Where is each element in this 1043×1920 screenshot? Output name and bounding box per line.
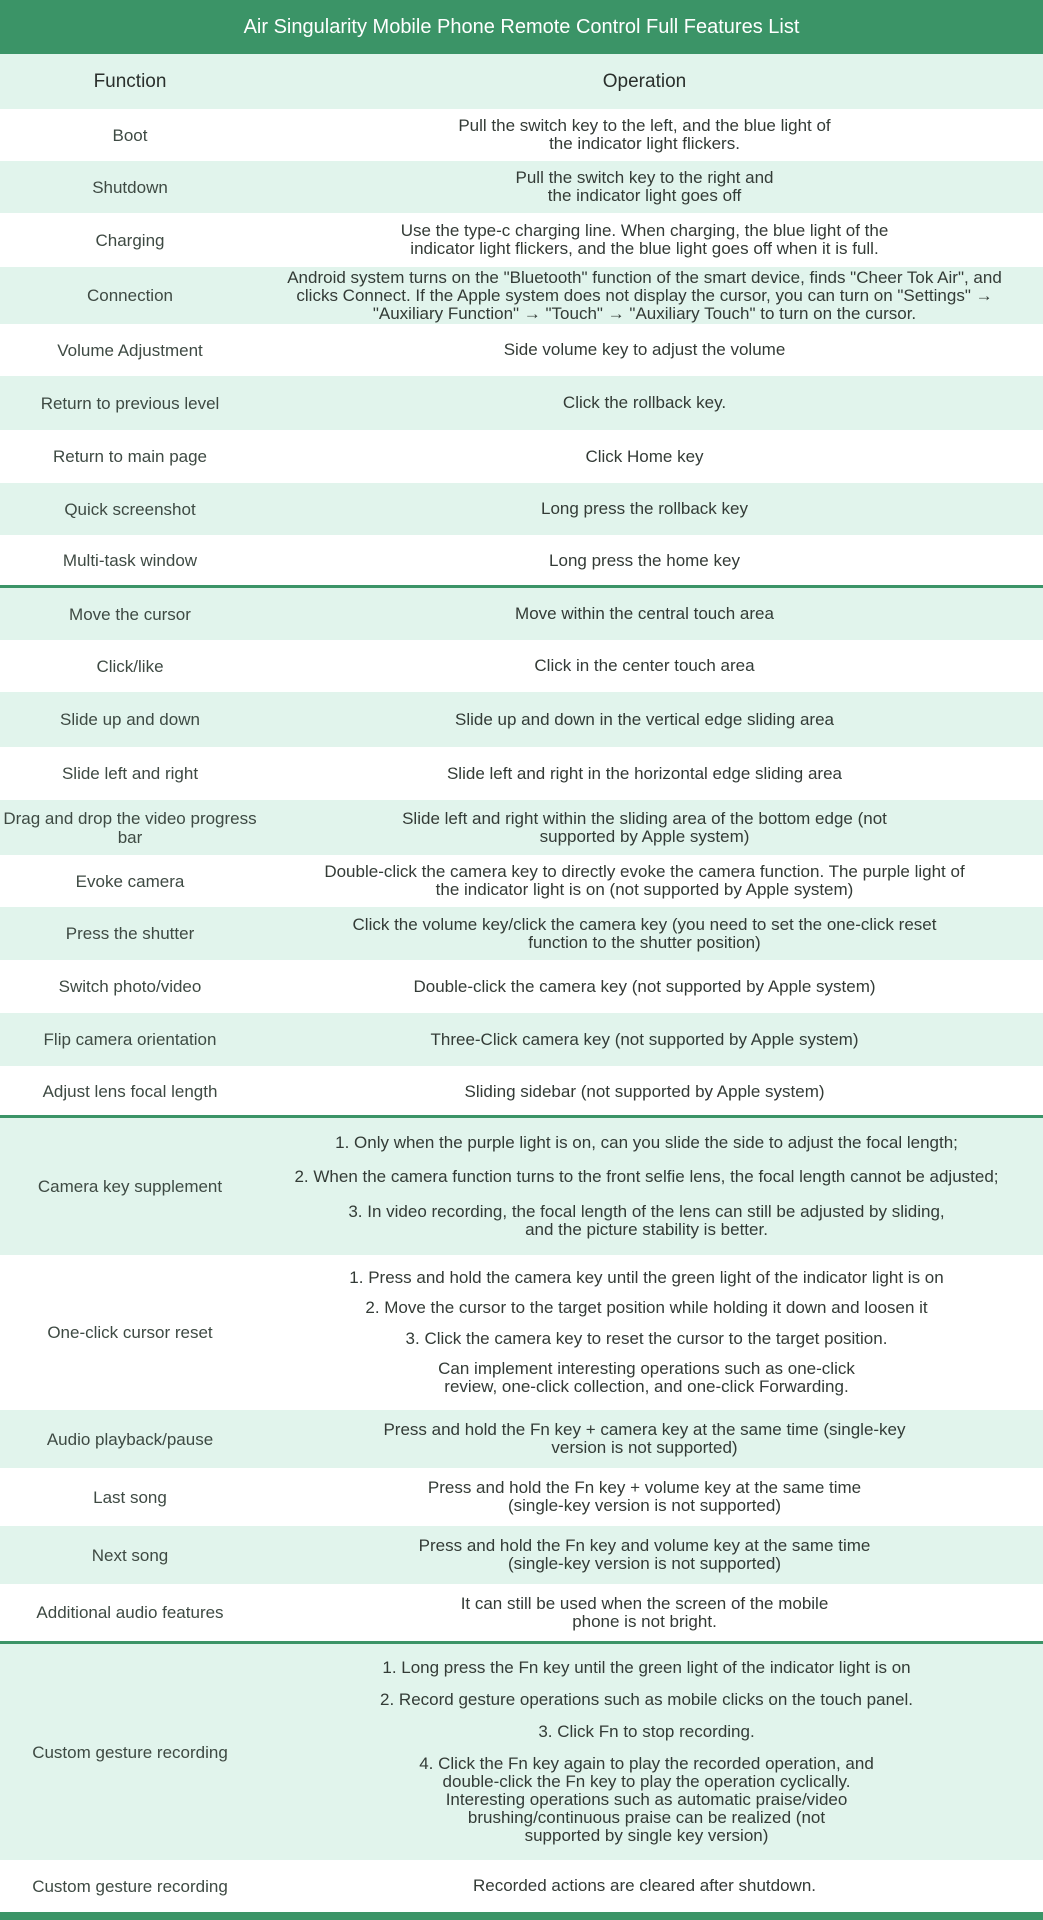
operation-line: Move within the central touch area [515, 604, 774, 623]
bottom-bar [0, 1912, 1043, 1920]
function-cell: Boot [112, 125, 148, 145]
operation-cell [260, 500, 1043, 518]
table-row [0, 535, 1043, 586]
function-cell: Charging [95, 230, 165, 250]
function-cell: Drag and drop the video progress bar [3, 808, 257, 847]
operation-line: Click the volume key/click the camera key (you need to set the one-click reset [352, 914, 937, 934]
operation-cell [260, 1479, 1043, 1515]
table-row [0, 1013, 1043, 1066]
operation-line: 3. Click Fn to stop recording. [538, 1722, 755, 1741]
table-row [0, 1255, 1043, 1410]
operation-line: the indicator light goes off [547, 186, 742, 205]
operation-cell [260, 1537, 1043, 1573]
function-cell: Shutdown [92, 177, 168, 197]
operation-line: supported by Apple system) [539, 826, 750, 846]
operation-cell [260, 169, 1043, 205]
table-row [0, 1410, 1043, 1468]
operation-cell [260, 1118, 1043, 1255]
operation-cell [260, 341, 1043, 359]
operation-line: function to the shutter position) [528, 932, 761, 952]
operation-line: Pull the switch key to the right and [515, 168, 774, 187]
operation-line: Click Home key [585, 446, 704, 466]
operation-cell [260, 1595, 1043, 1631]
operation-line: Double-click the camera key (not supported by Apple system) [413, 976, 876, 996]
section-divider [0, 1641, 1043, 1644]
function-cell: Custom gesture recording [32, 1742, 228, 1762]
operation-line: Press and hold the Fn key + volume key at the same time [427, 1478, 862, 1497]
function-cell: Next song [91, 1545, 169, 1565]
table-row [0, 376, 1043, 430]
table-row [0, 213, 1043, 267]
table-row [0, 1526, 1043, 1584]
column-header-operation: Operation [602, 70, 687, 92]
function-cell: Return to previous level [40, 393, 220, 413]
operation-line: (single-key version is not supported) [507, 1496, 782, 1515]
function-cell: Slide left and right [61, 764, 199, 783]
function-cell: One-click cursor reset [47, 1323, 213, 1342]
operation-line: 1. Long press the Fn key until the green light of the indicator light is on [382, 1658, 911, 1677]
function-cell: Quick screenshot [64, 499, 196, 519]
function-cell: Connection [86, 286, 173, 305]
operation-cell [260, 863, 1043, 899]
function-cell: Volume Adjustment [57, 340, 203, 360]
table-row [0, 267, 1043, 324]
table-row [0, 1584, 1043, 1641]
operation-line: Side volume key to adjust the volume [503, 340, 786, 359]
operation-cell [260, 1031, 1043, 1049]
operation-line: It can still be used when the screen of the mobile [460, 1593, 829, 1613]
table-row [0, 161, 1043, 213]
operation-line: Double-click the camera key to directly evoke the camera function. The purple light of [324, 862, 965, 881]
operation-cell [260, 1421, 1043, 1457]
table-row [0, 747, 1043, 800]
table-row [0, 640, 1043, 692]
table-row [0, 324, 1043, 376]
function-cell: Audio playback/pause [46, 1429, 214, 1449]
operation-line: 2. Record gesture operations such as mobile clicks on the touch panel. [380, 1690, 913, 1709]
function-cell: Return to main page [52, 447, 208, 466]
operation-line: Press and hold the Fn key and volume key at the same time [418, 1536, 871, 1555]
operation-line: Click in the center touch area [534, 656, 755, 675]
operation-line: Use the type-c charging line. When charging, the blue light of the [400, 221, 889, 240]
operation-cell [260, 269, 1043, 323]
function-cell: Switch photo/video [58, 977, 202, 996]
section-divider [0, 1115, 1043, 1118]
operation-cell [260, 765, 1043, 783]
table-row [0, 1066, 1043, 1117]
operation-line: the indicator light flickers. [549, 134, 740, 153]
operation-cell [260, 1877, 1043, 1895]
operation-cell [260, 1644, 1043, 1860]
operation-line: 1. Only when the purple light is on, can you slide the side to adjust the focal length; [335, 1133, 958, 1153]
operation-cell [260, 222, 1043, 258]
table-row [0, 1644, 1043, 1860]
operation-cell [260, 711, 1043, 729]
operation-line: Long press the home key [549, 550, 740, 570]
operation-line: 1. Press and hold the camera key until the green light of the indicator light is on [349, 1268, 944, 1288]
operation-line: 2. Move the cursor to the target position while holding it down and loosen it [365, 1298, 928, 1318]
function-cell: Custom gesture recording [32, 1876, 228, 1896]
operation-cell [260, 605, 1043, 623]
operation-line: 2. When the camera function turns to the front selfie lens, the focal length cannot be adjusted; [294, 1167, 999, 1187]
operation-line: version is not supported) [551, 1438, 738, 1457]
operation-line: Press and hold the Fn key + camera key at the same time (single-key [383, 1420, 906, 1439]
function-cell: Move the cursor [69, 604, 191, 624]
operation-cell [260, 1083, 1043, 1101]
operation-line: Long press the rollback key [541, 499, 748, 518]
operation-cell [260, 916, 1043, 952]
table-row [0, 588, 1043, 640]
table-row [0, 960, 1043, 1013]
function-cell: Flip camera orientation [43, 1030, 217, 1049]
operation-line: 4. Click the Fn key again to play the recorded operation, and double-click the Fn key to play the operation cyclically. Interesting operations such as automatic praise/video brushing/continuous praise can be realized (not supported by single key version) [419, 1754, 874, 1845]
column-header-function: Function [93, 71, 167, 92]
operation-cell [260, 394, 1043, 412]
operation-line: Can implement interesting operations such as one-click review, one-click collection, and one-click Forwarding. [438, 1358, 855, 1396]
operation-line: Click the rollback key. [562, 393, 727, 412]
operation-line: Slide left and right within the sliding area of the bottom edge (not [402, 808, 887, 828]
table-row [0, 1118, 1043, 1255]
table-row [0, 692, 1043, 747]
operation-line: Android system turns on the "Bluetooth" function of the smart device, finds "Cheer Tok Air", and [287, 267, 1002, 287]
table-row [0, 483, 1043, 535]
operation-line: (single-key version is not supported) [507, 1554, 782, 1573]
function-cell: Multi-task window [62, 551, 198, 570]
function-cell: Evoke camera [75, 871, 185, 891]
operation-cell [260, 552, 1043, 570]
table-row [0, 109, 1043, 161]
operation-line: indicator light flickers, and the blue light goes off when it is full. [410, 239, 879, 258]
function-cell: Last song [93, 1487, 167, 1507]
function-cell: Camera key supplement [37, 1177, 223, 1196]
operation-cell [260, 978, 1043, 996]
operation-cell [260, 810, 1043, 846]
operation-line: 3. In video recording, the focal length of the lens can still be adjusted by sliding, and the picture stability is better. [348, 1201, 945, 1239]
table-row [0, 1468, 1043, 1526]
operation-line: Recorded actions are cleared after shutdown. [472, 1876, 817, 1895]
table-row [0, 855, 1043, 907]
section-divider [0, 585, 1043, 588]
function-cell: Adjust lens focal length [42, 1082, 218, 1101]
operation-line: 3. Click the camera key to reset the cursor to the target position. [405, 1328, 888, 1348]
function-cell: Slide up and down [60, 710, 200, 729]
operation-line: Three-Click camera key (not supported by Apple system) [430, 1029, 859, 1049]
operation-line: Sliding sidebar (not supported by Apple system) [464, 1081, 825, 1101]
table-row [0, 800, 1043, 855]
operation-cell [260, 117, 1043, 153]
operation-cell [260, 657, 1043, 675]
table-row [0, 430, 1043, 483]
operation-cell [260, 1255, 1043, 1410]
function-cell: Additional audio features [36, 1603, 224, 1622]
function-cell: Click/like [96, 656, 164, 676]
operation-line: phone is not bright. [572, 1611, 717, 1631]
table-header [0, 54, 1043, 109]
operation-line: Slide left and right in the horizontal edge sliding area [446, 763, 843, 783]
operation-line: clicks Connect. If the Apple system does not display the cursor, you can turn on "Settings" → [296, 285, 993, 305]
operation-line: "Auxiliary Function" → "Touch" → "Auxiliary Touch" to turn on the cursor. [372, 303, 917, 323]
operation-line: the indicator light is on (not supported by Apple system) [435, 880, 854, 899]
page-title: Air Singularity Mobile Phone Remote Control Full Features List [0, 0, 1043, 54]
table-row [0, 907, 1043, 960]
operation-cell [260, 448, 1043, 466]
operation-line: Slide up and down in the vertical edge sliding area [455, 709, 834, 729]
operation-line: Pull the switch key to the left, and the blue light of [458, 116, 831, 135]
table-row [0, 1860, 1043, 1912]
function-cell: Press the shutter [65, 924, 195, 943]
